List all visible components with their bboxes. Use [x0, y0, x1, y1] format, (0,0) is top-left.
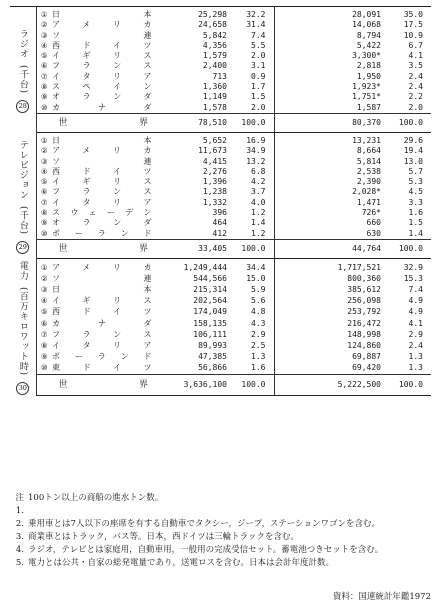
- share-1970: 5.6: [230, 296, 274, 307]
- share-1971: 4.1: [408, 318, 423, 328]
- value-1971: 69,420: [352, 363, 381, 373]
- country-cell: フランス: [52, 187, 152, 197]
- value-1970: 1,332: [202, 197, 227, 207]
- share-1970: 4.0: [230, 198, 274, 208]
- share-1971: 4.9: [408, 307, 423, 317]
- value-1971: 1,717,521: [337, 262, 381, 272]
- table-row: [10, 329, 431, 340]
- note-text: 乗用車とは7人以下の座席を有する自動車でタクシー，ジープ，ステーションワゴンを含む。: [28, 519, 380, 529]
- share-1971: 1.5: [408, 218, 423, 228]
- note-item: [8, 518, 433, 531]
- share-1970: 2.0: [230, 51, 274, 61]
- country-cell: 西ドイツ: [52, 307, 152, 317]
- table-row: [10, 341, 431, 352]
- table-row: [10, 273, 431, 284]
- source-note: 資料：国連統計年鑑1972: [332, 592, 431, 602]
- value-1971: 8,794: [356, 30, 381, 40]
- country-cell: 日本: [52, 135, 152, 145]
- rank-cell: ⑩: [40, 228, 48, 238]
- value-1971: 1,751*: [352, 92, 381, 102]
- value-1970: 202,564: [193, 296, 227, 306]
- table-row: [10, 92, 431, 102]
- table-row: [10, 258, 431, 273]
- country-cell: スウェーデン: [52, 208, 152, 218]
- country-cell: アメリカ: [52, 262, 152, 272]
- note-item: [8, 544, 433, 557]
- share-1971: 10.9: [403, 30, 423, 40]
- rank-cell: ⑨: [40, 218, 48, 228]
- country-cell: ポーランド: [52, 352, 152, 362]
- table-row: [10, 61, 431, 71]
- rank-cell: ③: [40, 30, 48, 40]
- share-1971: 35.0: [384, 7, 431, 21]
- value-1971: 1,471: [356, 197, 381, 207]
- share-1971: 13.0: [403, 156, 423, 166]
- table-row: [10, 103, 431, 114]
- country-cell: ソ連: [52, 273, 152, 283]
- rank-cell: ②: [40, 273, 48, 283]
- table-row: [10, 307, 431, 318]
- value-1971: 253,792: [347, 307, 381, 317]
- share-1971: 29.6: [403, 135, 423, 145]
- value-1971: 13,231: [352, 135, 381, 145]
- world-share-1970: 100.0: [230, 239, 274, 258]
- rank-cell: ⑦: [40, 197, 48, 207]
- value-1971: 124,860: [347, 341, 381, 350]
- rank-cell: ②: [40, 146, 48, 156]
- rank-cell: ⑤: [40, 307, 48, 317]
- rank-cell: ①: [40, 135, 48, 145]
- table-row: [10, 20, 431, 30]
- rank-cell: ④: [40, 166, 48, 176]
- section-unit: (千台): [17, 65, 28, 95]
- table-row: [10, 318, 431, 329]
- value-1970: 1,578: [202, 102, 227, 112]
- value-1971: 2,390: [356, 177, 381, 187]
- rank-cell: ⑥: [40, 187, 48, 197]
- country-cell: 西ドイツ: [52, 166, 152, 176]
- share-1971: 5.7: [408, 166, 423, 176]
- table-row: [10, 51, 431, 61]
- country-cell: イギリス: [52, 51, 152, 61]
- value-1970: 1,238: [202, 187, 227, 197]
- world-value-1971: 5,222,500: [274, 375, 384, 396]
- table-row: [10, 363, 431, 375]
- share-1971: 2.4: [408, 341, 423, 350]
- share-1970: 1.4: [230, 218, 274, 228]
- share-1970: 34.4: [230, 258, 274, 273]
- value-1971: 800,360: [347, 273, 381, 283]
- value-1970: 713: [212, 71, 227, 81]
- share-1970: 2.9: [230, 329, 274, 340]
- value-1970: 1,396: [202, 177, 227, 187]
- country-cell: アメリカ: [52, 146, 152, 156]
- value-1971: 2,538: [356, 166, 381, 176]
- share-1970: 2.5: [230, 341, 274, 352]
- world-total-row: [10, 113, 431, 132]
- country-cell: オランダ: [52, 92, 152, 102]
- table-row: [10, 82, 431, 92]
- country-cell: カナダ: [52, 102, 152, 112]
- value-1970: 412: [212, 228, 227, 238]
- rank-cell: ⑧: [40, 82, 48, 92]
- share-1970: 1.5: [230, 92, 274, 102]
- world-share-1970: 100.0: [230, 113, 274, 132]
- value-1970: 1,360: [202, 82, 227, 92]
- table-row: [10, 198, 431, 208]
- country-cell: 日本: [52, 7, 156, 21]
- value-1970: 5,652: [202, 135, 227, 145]
- value-1970: 215,314: [193, 285, 227, 295]
- share-1970: 2.0: [230, 103, 274, 114]
- note-item: [8, 531, 433, 544]
- rank-cell: ⑩: [40, 102, 48, 112]
- share-1970: 1.6: [230, 363, 274, 375]
- share-1971: 17.5: [403, 20, 423, 30]
- country-cell: フランス: [52, 61, 152, 71]
- table-row: [10, 41, 431, 51]
- country-cell: アメリカ: [52, 20, 152, 30]
- value-1971: 3,300*: [352, 51, 381, 61]
- share-1970: 13.2: [230, 157, 274, 167]
- share-1971: 1.6: [408, 208, 423, 218]
- note-number: 4.: [15, 545, 24, 555]
- country-cell: イギリス: [52, 296, 152, 306]
- value-1971: 14,068: [352, 20, 381, 30]
- world-share-1971: 100.0: [384, 375, 431, 396]
- value-1970: 464: [212, 218, 227, 228]
- section-number: 29: [16, 241, 29, 254]
- value-1970: 1,579: [202, 51, 227, 61]
- value-1971: 5,422: [356, 40, 381, 50]
- rank-cell: ⑤: [40, 177, 48, 187]
- rank-cell: ⑦: [40, 329, 48, 339]
- value-1970: 544,566: [193, 273, 227, 283]
- value-1970: 4,356: [202, 40, 227, 50]
- rank-cell: ⑨: [40, 352, 48, 362]
- production-table: [10, 6, 431, 396]
- country-cell: ポーランド: [52, 228, 152, 238]
- rank-cell: ③: [40, 156, 48, 166]
- world-label: 世界: [36, 239, 156, 258]
- share-1971: 2.4: [408, 71, 423, 81]
- note-number: 3.: [15, 532, 24, 542]
- world-share-1970: 100.0: [230, 375, 274, 396]
- share-1970: 34.9: [230, 146, 274, 156]
- table-row: [10, 352, 431, 363]
- share-1970: 5.5: [230, 41, 274, 51]
- share-1970: 31.4: [230, 20, 274, 30]
- value-1970: 4,415: [202, 156, 227, 166]
- share-1970: 3.1: [230, 61, 274, 71]
- section-number: 28: [16, 100, 29, 113]
- share-1970: 7.4: [230, 31, 274, 41]
- value-1970: 106,111: [193, 329, 227, 339]
- world-value-1970: 3,636,100: [156, 375, 230, 396]
- rank-cell: ⑤: [40, 51, 48, 61]
- world-label: 世界: [36, 113, 156, 132]
- share-1970: 1.2: [230, 208, 274, 218]
- value-1971: 726*: [361, 208, 381, 218]
- section-title: 電力: [17, 261, 28, 282]
- value-1970: 174,049: [193, 307, 227, 317]
- share-1970: 1.7: [230, 82, 274, 92]
- share-1971: 1.3: [408, 352, 423, 362]
- value-1971: 385,612: [347, 285, 381, 295]
- value-1970: 2,400: [202, 61, 227, 71]
- world-share-1971: 100.0: [384, 113, 431, 132]
- world-value-1970: 33,405: [156, 239, 230, 258]
- value-1970: 47,385: [198, 352, 227, 362]
- value-1971: 8,664: [356, 146, 381, 156]
- share-1970: 32.2: [230, 7, 274, 21]
- share-1970: 5.9: [230, 285, 274, 296]
- share-1971: 32.9: [403, 262, 423, 272]
- share-1971: 3.3: [408, 197, 423, 207]
- value-1970: 25,298: [156, 7, 230, 21]
- rank-cell: ④: [40, 40, 48, 50]
- country-cell: ソ連: [52, 156, 152, 166]
- note-text: ラジオ，テレビとは家庭用，自動車用，一般用の完成受信セット。蓄電池つきセットを含む。: [28, 545, 384, 555]
- rank-cell: ⑥: [40, 318, 48, 328]
- table-row: [10, 218, 431, 228]
- world-value-1970: 78,510: [156, 113, 230, 132]
- share-1970: 16.9: [230, 132, 274, 146]
- world-share-1971: 100.0: [384, 239, 431, 258]
- country-cell: フランス: [52, 329, 152, 339]
- note-item: [8, 492, 433, 518]
- rank-cell: ⑧: [40, 341, 48, 350]
- share-1970: 15.0: [230, 273, 274, 284]
- world-total-row: [10, 375, 431, 396]
- share-1970: 4.3: [230, 318, 274, 329]
- share-1971: 2.9: [408, 329, 423, 339]
- section-title: テレビジョン: [17, 139, 28, 200]
- world-label: 世界: [36, 375, 156, 396]
- share-1971: 2.0: [408, 102, 423, 112]
- value-1971: 5,814: [356, 156, 381, 166]
- world-value-1971: 44,764: [274, 239, 384, 258]
- share-1971: 7.4: [408, 285, 423, 295]
- value-1971: 1,950: [356, 71, 381, 81]
- section-unit: (千台): [17, 205, 28, 235]
- value-1970: 89,993: [198, 341, 227, 350]
- table-row: [10, 132, 431, 146]
- world-total-row: [10, 239, 431, 258]
- value-1970: 5,842: [202, 30, 227, 40]
- value-1970: 158,135: [193, 318, 227, 328]
- share-1971: 4.9: [408, 296, 423, 306]
- rank-cell: ⑩: [40, 363, 48, 373]
- note-item: [8, 557, 433, 570]
- note-text: 100トン以上の商船の進水トン数。: [28, 493, 164, 503]
- section-unit: (百万キロワット時): [17, 287, 28, 377]
- country-cell: イタリア: [52, 71, 152, 81]
- share-1971: 2.2: [408, 92, 423, 102]
- table-row: [10, 7, 431, 21]
- country-cell: オランダ: [52, 218, 152, 228]
- share-1970: 4.2: [230, 177, 274, 187]
- value-1971: 69,887: [352, 352, 381, 362]
- notes-section: [8, 492, 433, 570]
- note-text: 電力とは公共・自家の総発電量であり，送電ロスを含む。日本は会計年度計数。: [28, 558, 335, 568]
- share-1971: 4.1: [408, 51, 423, 61]
- section-label-radio: [10, 7, 36, 133]
- value-1971: 216,472: [347, 318, 381, 328]
- note-number: 2.: [15, 519, 24, 529]
- value-1970: 56,866: [198, 363, 227, 373]
- table-row: [10, 177, 431, 187]
- country-cell: カナダ: [52, 318, 152, 328]
- share-1970: 0.9: [230, 72, 274, 82]
- table-row: [10, 208, 431, 218]
- share-1971: 2.4: [408, 82, 423, 92]
- country-cell: イタリア: [52, 197, 152, 207]
- value-1970: 11,673: [198, 146, 227, 156]
- share-1970: 3.7: [230, 187, 274, 197]
- value-1970: 396: [212, 208, 227, 218]
- share-1971: 5.3: [408, 177, 423, 187]
- table-row: [10, 167, 431, 177]
- value-1971: 630: [366, 228, 381, 238]
- table-row: [10, 285, 431, 296]
- country-cell: 西ドイツ: [52, 40, 152, 50]
- country-cell: イタリア: [52, 341, 152, 350]
- table-row: [10, 146, 431, 156]
- share-1971: 1.3: [408, 363, 423, 373]
- country-cell: 東ドイツ: [52, 363, 152, 373]
- table-row: [10, 229, 431, 240]
- share-1971: 3.5: [408, 61, 423, 71]
- country-cell: スペイン: [52, 82, 152, 92]
- value-1971: 2,028*: [352, 187, 381, 197]
- value-1971: 1,923*: [352, 82, 381, 92]
- value-1971: 660: [366, 218, 381, 228]
- table-row: [10, 157, 431, 167]
- section-number: 30: [16, 382, 29, 395]
- share-1971: 15.3: [403, 273, 423, 283]
- rank-cell: ①: [36, 7, 52, 21]
- rank-cell: ①: [40, 262, 48, 272]
- table-row: [10, 296, 431, 307]
- share-1970: 4.8: [230, 307, 274, 318]
- share-1970: 6.8: [230, 167, 274, 177]
- share-1971: 19.4: [403, 146, 423, 156]
- country-cell: イギリス: [52, 177, 152, 187]
- share-1971: 6.7: [408, 40, 423, 50]
- rank-cell: ④: [40, 296, 48, 306]
- value-1970: 24,658: [198, 20, 227, 30]
- value-1970: 1,149: [202, 92, 227, 102]
- country-cell: ソ連: [52, 30, 152, 40]
- rank-cell: ⑨: [40, 92, 48, 102]
- value-1971: 28,091: [274, 7, 384, 21]
- rank-cell: ⑦: [40, 71, 48, 81]
- share-1971: 4.5: [408, 187, 423, 197]
- value-1971: 148,998: [347, 329, 381, 339]
- section-title: ラジオ: [17, 29, 28, 60]
- share-1971: 1.4: [408, 228, 423, 238]
- note-text: 商業車とはトラック，バス等。日本，西ドイツは三輪トラックを含む。: [28, 532, 299, 542]
- world-value-1971: 80,370: [274, 113, 384, 132]
- value-1971: 1,587: [356, 102, 381, 112]
- country-cell: 日本: [52, 285, 152, 295]
- value-1971: 2,818: [356, 61, 381, 71]
- note-number: 注1.: [15, 493, 24, 516]
- table-row: [10, 187, 431, 197]
- value-1970: 1,249,444: [183, 262, 227, 272]
- rank-cell: ②: [40, 20, 48, 30]
- rank-cell: ③: [40, 285, 48, 295]
- table-row: [10, 72, 431, 82]
- value-1971: 256,098: [347, 296, 381, 306]
- value-1970: 2,276: [202, 166, 227, 176]
- rank-cell: ⑧: [40, 208, 48, 218]
- table-row: [10, 31, 431, 41]
- section-label-power: [10, 258, 36, 395]
- share-1970: 1.3: [230, 352, 274, 363]
- section-label-tv: [10, 132, 36, 258]
- note-number: 5.: [15, 558, 24, 568]
- share-1970: 1.2: [230, 229, 274, 240]
- rank-cell: ⑥: [40, 61, 48, 71]
